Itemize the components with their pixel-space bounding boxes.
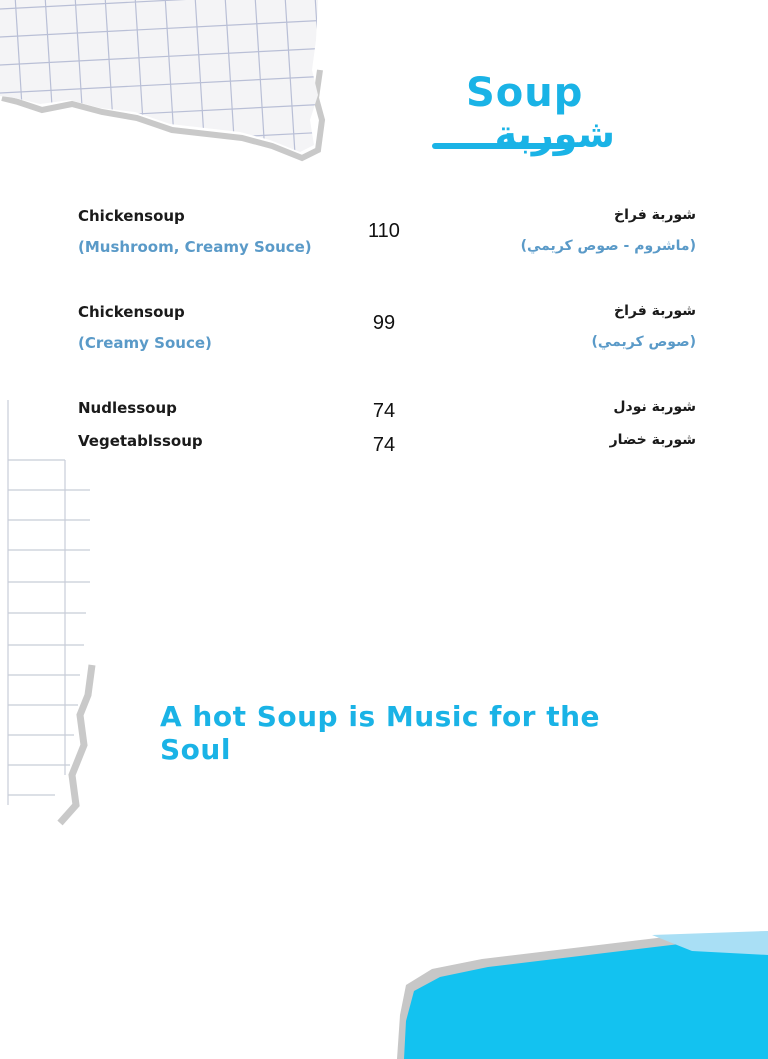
item-description-en: (Creamy Souce)	[78, 334, 212, 352]
item-price: 99	[372, 312, 396, 334]
item-description-ar: (صوص كريمي)	[591, 334, 696, 350]
item-price: 110	[368, 220, 400, 242]
blue-paper-decoration-bottom	[392, 925, 768, 1059]
item-name-en: Chickensoup	[78, 303, 185, 321]
page-title-arabic: شوربة	[494, 112, 615, 156]
grid-paper-decoration-left	[0, 395, 105, 830]
item-name-en: Vegetablssoup	[78, 432, 203, 450]
item-name-ar: شوربة فراخ	[614, 207, 696, 223]
page-title-english: Soup	[466, 70, 584, 116]
item-price: 74	[372, 400, 396, 422]
grid-paper-decoration-top	[0, 0, 330, 165]
item-name-ar: شوربة فراخ	[614, 303, 696, 319]
item-name-en: Nudlessoup	[78, 399, 177, 417]
item-name-ar: شوربة نودل	[613, 399, 696, 415]
tagline: A hot Soup is Music for the Soul	[160, 700, 601, 766]
item-description-ar: (ماشروم - صوص كريمي)	[520, 238, 696, 254]
item-price: 74	[372, 434, 396, 456]
item-name-ar: شوربة خضار	[609, 432, 696, 448]
item-name-en: Chickensoup	[78, 207, 185, 225]
item-description-en: (Mushroom, Creamy Souce)	[78, 238, 312, 256]
